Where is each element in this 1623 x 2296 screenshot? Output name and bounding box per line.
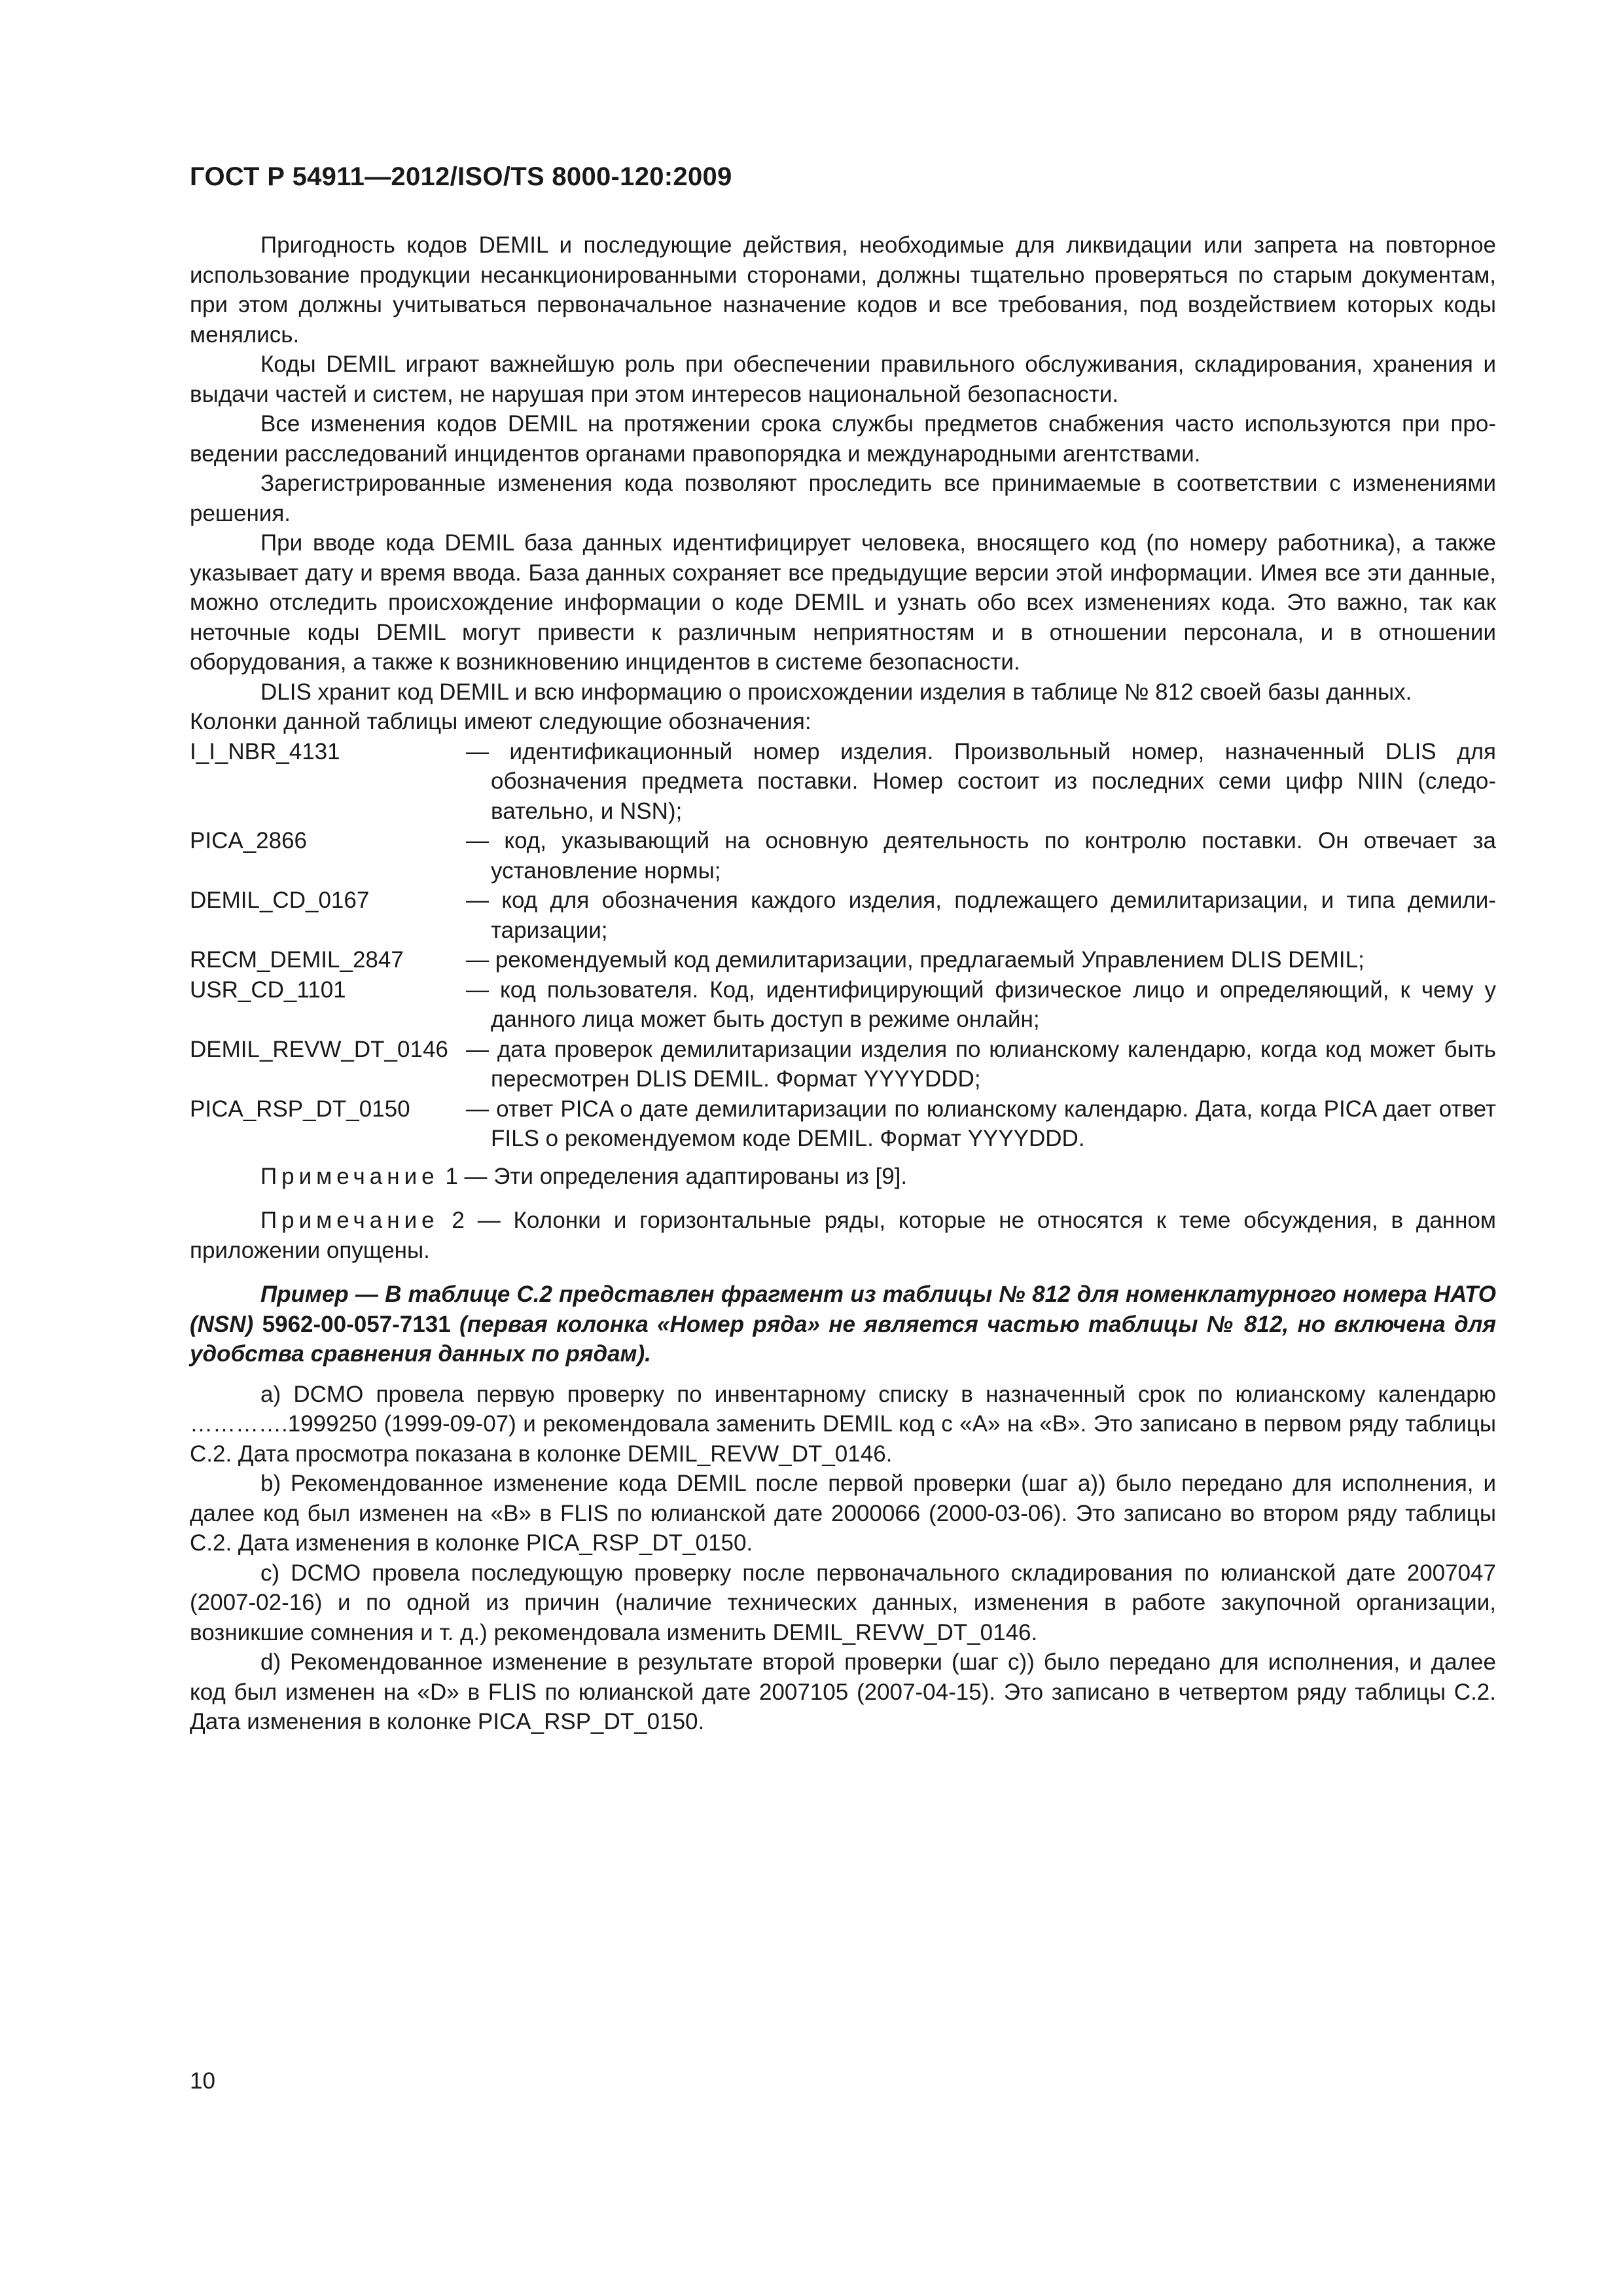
- definition-row: [190, 886, 1496, 945]
- definition-row: [190, 737, 1496, 827]
- definition-description: — код пользователя. Код, идентифицирующий физическое лицо и определяющий, к чему у данного лица может быть доступ в режиме онлайн;: [466, 977, 1496, 1032]
- definition-row: [190, 1035, 1496, 1094]
- step-paragraph: b) Рекомендованное изменение кода DEMIL после первой проверки (шаг а)) было передано для исполнения, и далее код был изменен на «В» в FLIS по юлианской дате 2000066 (2000-03-06). Это записано во втором ряду таблицы С.2. Дата изменения в колонке PICA_RSP_DT_0150.: [190, 1471, 1496, 1556]
- paragraph: DLIS хранит код DEMIL и всю информацию о происхождении изделия в таблице № 812 своей базы данных.: [260, 679, 1412, 705]
- paragraph: Коды DEMIL играют важнейшую роль при обеспечении правильного обслуживания, складирования, хранения и выдачи частей и систем, не нарушая при этом интересов национальной безопасности.: [190, 351, 1496, 407]
- note-text: 2 — Колонки и горизонтальные ряды, которые не относятся к теме обсуждения, в данном приложении опущены.: [190, 1208, 1496, 1263]
- definition-term: RECM_DEMIL_2847: [190, 947, 404, 973]
- note-label: Примечание: [260, 1208, 439, 1233]
- paragraph: Пригодность кодов DEMIL и последующие действия, необходимые для ликвидации или запрета на повторное использование продукции несанкционированными сторонами, должны тщательно проверяться по старым документам, при этом должны учитываться первоначальное назначение кодов и все требования, под воздействием которых коды менялись.: [190, 232, 1496, 348]
- definition-row: [190, 975, 1496, 1035]
- example-paragraph: [190, 1280, 1496, 1369]
- definition-description: — идентификационный номер изделия. Произвольный номер, назначенный DLIS для обозначения предмета поставки. Номер состоит из последних семи цифр NIIN (следовательно, и NSN);: [466, 738, 1496, 824]
- paragraph: При вводе кода DEMIL база данных идентифицирует человека, вносящего код (по номеру работника), а также указывает дату и время ввода. База данных сохраняет все предыдущие версии этой информации. Имея все эти данные, можно отследить происхождение информации о коде DEMIL и узнать обо всех изменениях кода. Это важно, так как неточные коды DEMIL могут привести к различным неприятностям и в отношении персонала, и в отношении оборудования, а также к возникновению инцидентов в системе безопасности.: [190, 530, 1496, 675]
- step-paragraph: c) DCMO провела последующую проверку после первоначального складирования по юлианской дате 2007047 (2007-02-16) и по одной из причин (наличие технических данных, изменения в работе закупочной организации, возникшие сомнения и т. д.) рекомендовала изменить DEMIL_REVW_DT_0146.: [190, 1560, 1496, 1645]
- document-page: [190, 0, 1496, 2296]
- definition-description: — дата проверок демилитаризации изделия по юлианскому календарю, когда код может быть пересмотрен DLIS DEMIL. Формат YYYYDDD;: [466, 1036, 1496, 1092]
- step-paragraph: a) DCMO провела первую проверку по инвентарному списку в назначенный срок по юлианскому календарю ………….1999250 (1999-09-07) и рекомендовала заменить DEMIL код с «А» на «В». Это записано в первом ряду таблицы С.2. Дата просмотра показана в колонке DEMIL_REVW_DT_0146.: [190, 1381, 1496, 1467]
- definition-row: [190, 945, 1496, 975]
- definition-description: — рекомендуемый код демилитаризации, предлагаемый Управлением DLIS DEMIL;: [466, 947, 1364, 973]
- definition-term: USR_CD_1101: [190, 977, 346, 1003]
- note-text: 1 — Эти определения адаптированы из [9].: [445, 1163, 908, 1189]
- step-paragraph: d) Рекомендованное изменение в результате второй проверки (шаг с)) было передано для исполнения, и далее код был изменен на «D» в FLIS по юлианской дате 2007105 (2007-04-15). Это записано в четвертом ряду таблицы С.2. Дата изменения в колонке PICA_RSP_DT_0150.: [190, 1649, 1496, 1734]
- note: [190, 1162, 1496, 1192]
- definition-description: — код для обозначения каждого изделия, подлежащего демилитаризации, и типа демилитаризации;: [466, 888, 1496, 943]
- paragraph: Зарегистрированные изменения кода позволяют проследить все принимаемые в соответствии с изменениями решения.: [190, 471, 1496, 526]
- note: [190, 1206, 1496, 1265]
- columns-intro: Колонки данной таблицы имеют следующие обозначения:: [190, 709, 812, 734]
- paragraph: Все изменения кодов DEMIL на протяжении срока службы предметов снабжения часто используются при проведении расследований инцидентов органами правопорядка и международными агентствами.: [190, 411, 1496, 467]
- definition-list: [190, 737, 1496, 1154]
- definition-term: PICA_2866: [190, 828, 308, 853]
- example-text-part2: (первая колонка «Номер ряда» не является частью таблицы № 812, но включена для удобства сравнения данных по рядам).: [190, 1311, 1496, 1367]
- note-label: Примечание: [260, 1163, 439, 1189]
- example-text-part1: Пример — В таблице С.2 представлен фрагмент из таблицы № 812 для номенклатурного номера НАТО (NSN): [190, 1282, 1496, 1337]
- definition-row: [190, 826, 1496, 886]
- definition-row: [190, 1094, 1496, 1154]
- definition-term: I_I_NBR_4131: [190, 738, 340, 764]
- definition-term: DEMIL_REVW_DT_0146: [190, 1036, 448, 1062]
- definition-description: — ответ PICA о дате демилитаризации по юлианскому календарю. Дата, когда PICA дает ответ FILS о рекомендуемом коде DEMIL. Формат YYYYDDD.: [466, 1096, 1496, 1151]
- definition-description: — код, указывающий на основную деятельность по контролю поставки. Он отвечает за установление нормы;: [466, 828, 1496, 884]
- document-body: [190, 230, 1496, 1737]
- page-number: 10: [190, 2068, 215, 2094]
- example-nsn: 5962-00-057-7131: [262, 1311, 451, 1337]
- definition-term: DEMIL_CD_0167: [190, 888, 370, 913]
- definition-term: PICA_RSP_DT_0150: [190, 1096, 410, 1122]
- document-header: ГОСТ Р 54911—2012/ISO/TS 8000-120:2009: [190, 162, 732, 191]
